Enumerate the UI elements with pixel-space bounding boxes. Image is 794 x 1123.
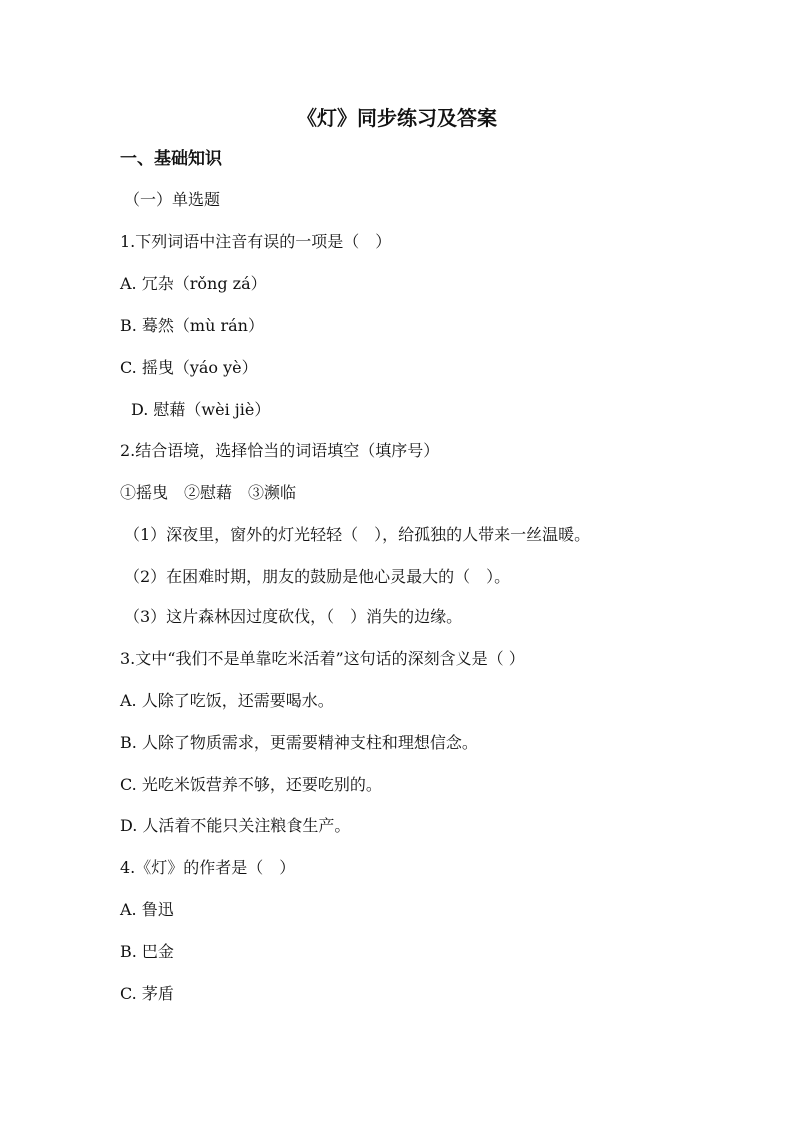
- subsection-heading: （一）单选题: [124, 190, 221, 209]
- question-3-option-b: B. 人除了物质需求，更需要精神支柱和理想信念。: [120, 733, 478, 752]
- question-3-option-d: D. 人活着不能只关注粮食生产。: [120, 816, 351, 835]
- question-4-option-a: A. 鲁迅: [120, 900, 174, 919]
- question-4-option-b: B. 巴金: [120, 942, 174, 961]
- page-title: 《灯》同步练习及答案: [297, 106, 497, 130]
- question-3-option-c: C. 光吃米饭营养不够，还要吃别的。: [120, 775, 382, 794]
- question-1-stem: 1.下列词语中注音有误的一项是（ ）: [120, 232, 392, 251]
- question-1-option-b: B. 蓦然（mù rán）: [120, 316, 264, 335]
- question-2-sentence-1: （1）深夜里，窗外的灯光轻轻（ ），给孤独的人带来一丝温暖。: [124, 525, 591, 544]
- question-1-option-d: D. 慰藉（wèi jiè）: [131, 400, 271, 419]
- question-1-option-a: A. 冗杂（rǒng zá）: [120, 274, 267, 293]
- question-3-stem: 3.文中“我们不是单靠吃米活着”这句话的深刻含义是（ ）: [120, 649, 525, 668]
- question-4-stem: 4.《灯》的作者是（ ）: [120, 858, 296, 877]
- question-1-option-c: C. 摇曳（yáo yè）: [120, 358, 258, 377]
- question-2-sentence-2: （2）在困难时期，朋友的鼓励是他心灵最大的（ ）。: [124, 567, 511, 586]
- question-2-word-options: ①摇曳 ②慰藉 ③濒临: [120, 483, 297, 502]
- section-heading: 一、基础知识: [120, 149, 222, 169]
- question-3-option-a: A. 人除了吃饭，还需要喝水。: [120, 691, 334, 710]
- question-4-option-c: C. 茅盾: [120, 984, 174, 1003]
- question-2-sentence-3: （3）这片森林因过度砍伐，（ ）消失的边缘。: [124, 607, 463, 626]
- question-2-stem: 2.结合语境，选择恰当的词语填空（填序号）: [120, 441, 440, 460]
